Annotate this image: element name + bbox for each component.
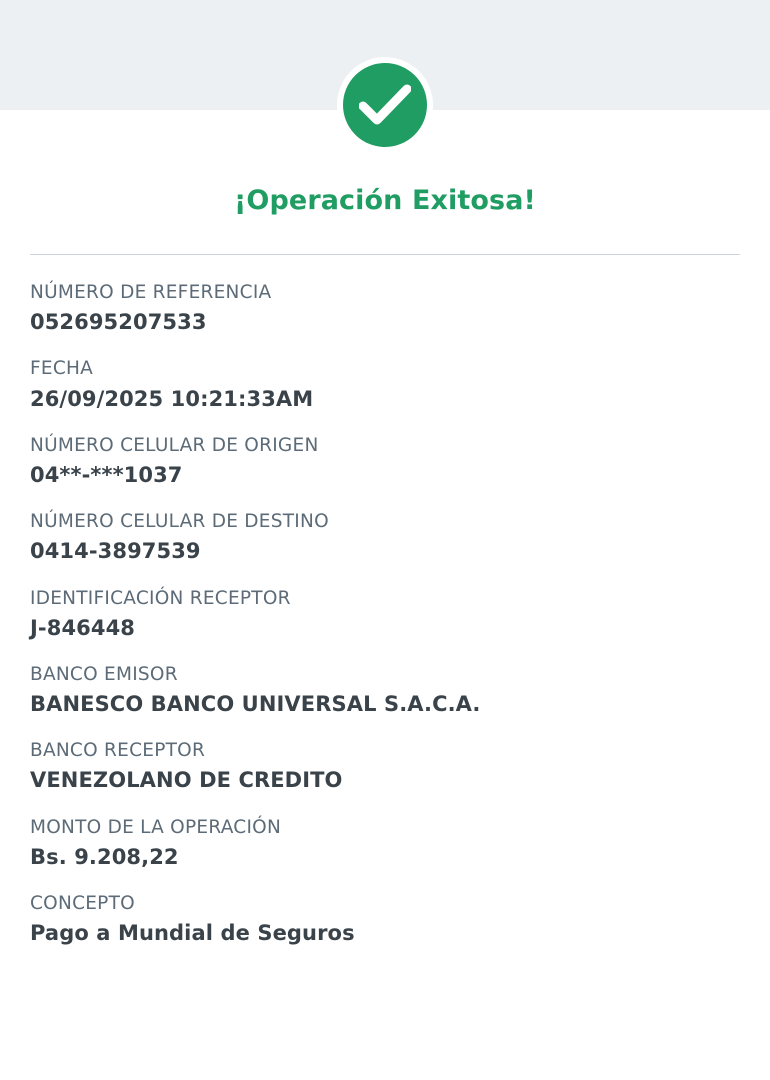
field-value: 052695207533 [30, 310, 207, 335]
field-label: FECHA [30, 358, 94, 380]
field-value: VENEZOLANO DE CREDITO [30, 768, 343, 793]
receipt-field-list [30, 281, 740, 946]
receipt-field [30, 892, 740, 946]
field-label: MONTO DE LA OPERACIÓN [30, 816, 282, 838]
title-divider [30, 254, 740, 255]
field-value: J-846448 [30, 615, 136, 640]
receipt-field [30, 510, 740, 564]
receipt-field [30, 587, 740, 641]
field-label: IDENTIFICACIÓN RECEPTOR [30, 587, 291, 609]
receipt-content [0, 110, 770, 968]
receipt-field [30, 816, 740, 870]
field-label: NÚMERO CELULAR DE ORIGEN [30, 434, 319, 456]
field-value: BANESCO BANCO UNIVERSAL S.A.C.A. [30, 692, 481, 716]
field-label: BANCO EMISOR [30, 663, 178, 685]
receipt-field [30, 357, 740, 411]
field-label: BANCO RECEPTOR [30, 740, 206, 762]
receipt-field [30, 739, 740, 793]
field-label: NÚMERO CELULAR DE DESTINO [30, 511, 329, 533]
field-label: NÚMERO DE REFERENCIA [30, 282, 272, 303]
success-check-icon [337, 57, 433, 153]
field-value: Pago a Mundial de Seguros [30, 921, 355, 946]
field-label: CONCEPTO [30, 893, 135, 914]
receipt-field [30, 663, 740, 717]
page-title: ¡Operación Exitosa! [234, 185, 536, 216]
field-value: Bs. 9.208,22 [30, 844, 179, 869]
field-value: 26/09/2025 10:21:33AM [30, 386, 314, 411]
receipt-field [30, 281, 740, 335]
field-value: 0414-3897539 [30, 539, 201, 564]
field-value: 04**-***1037 [30, 462, 183, 487]
receipt-field [30, 434, 740, 488]
